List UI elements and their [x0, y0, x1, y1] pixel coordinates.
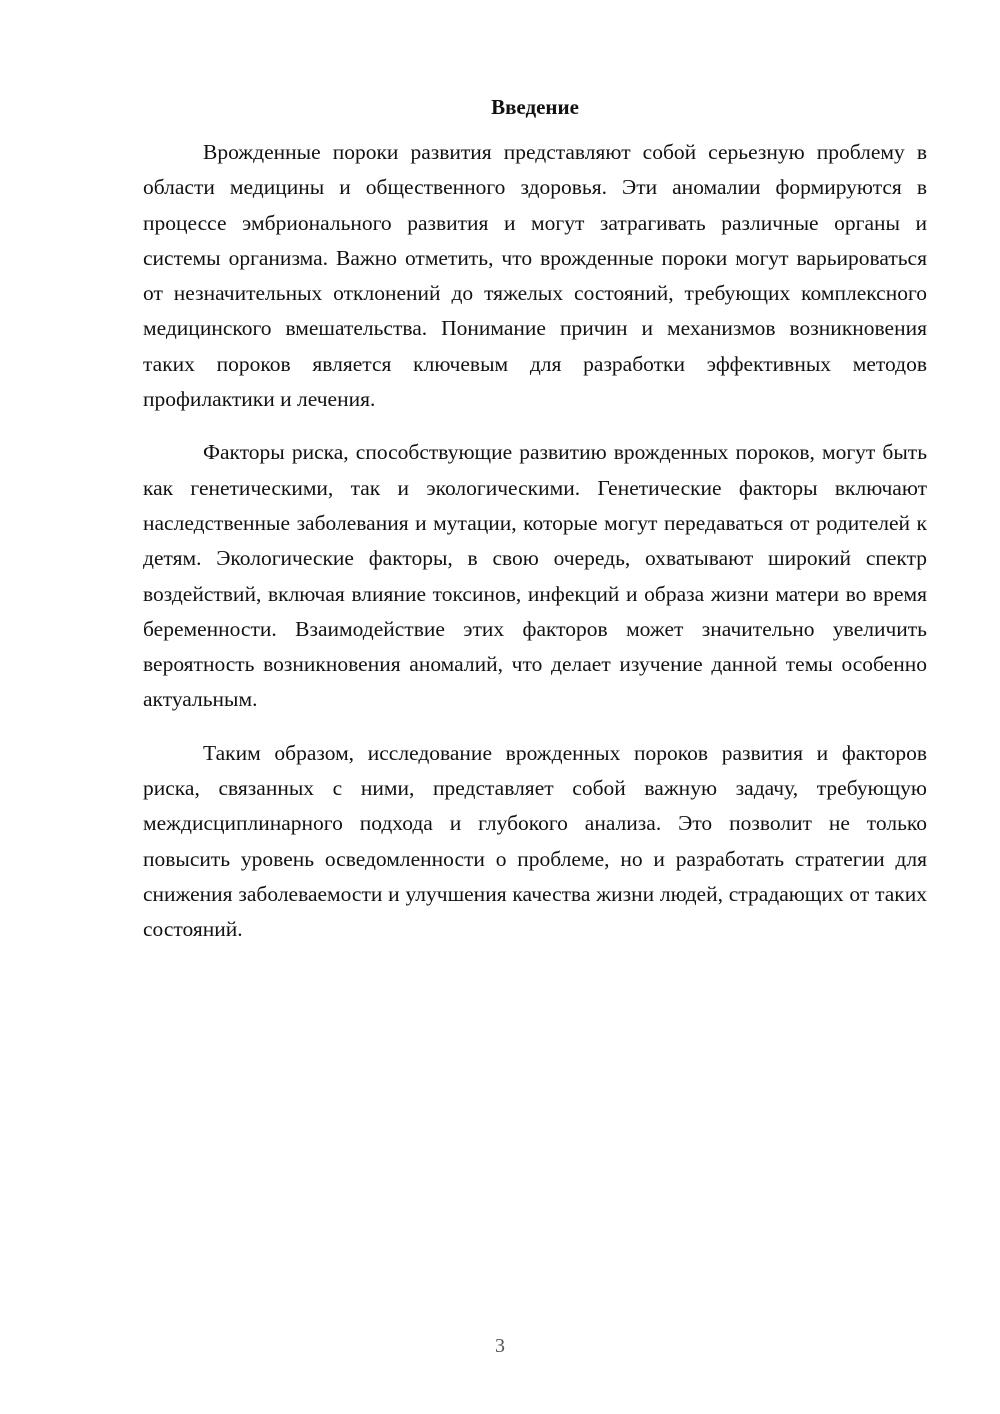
paragraph-conclusion: Таким образом, исследование врожденных пороков развития и факторов риска, связанных с ними, представляет собой важную задачу, требующую междисциплинарного подхода и глубокого анализа. Это позволит не только повысить уровень осведомленности о проблеме, но и разработать стратегии для снижения заболеваемости и улучшения качества жизни людей, страдающих от таких состояний.	[143, 740, 927, 942]
page-number: 3	[495, 1335, 505, 1357]
paragraph-risk-factors: Факторы риска, способствующие развитию врожденных пороков, могут быть как генетическими, так и экологическими. Генетические факторы включают наследственные заболевания и мутации, которые могут передаваться от родителей к детям. Экологические факторы, в свою очередь, охватывают широкий спектр воздействий, включая влияние токсинов, инфекций и образа жизни матери во время беременности. Взаимодействие этих факторов может значительно увеличить вероятность возникновения аномалий, что делает изучение данной темы особенно актуальным.	[143, 440, 927, 712]
paragraph-intro: Врожденные пороки развития представляют собой серьезную проблему в области медицины и общественного здоровья. Эти аномалии формируются в процессе эмбрионального развития и могут затрагивать различные органы и системы организма. Важно отметить, что врожденные пороки могут варьироваться от незначительных отклонений до тяжелых состояний, требующих комплексного медицинского вмешательства. Понимание причин и механизмов возникновения таких пороков является ключевым для разработки эффективных методов профилактики и лечения.	[143, 140, 927, 412]
section-title: Введение	[491, 95, 579, 119]
